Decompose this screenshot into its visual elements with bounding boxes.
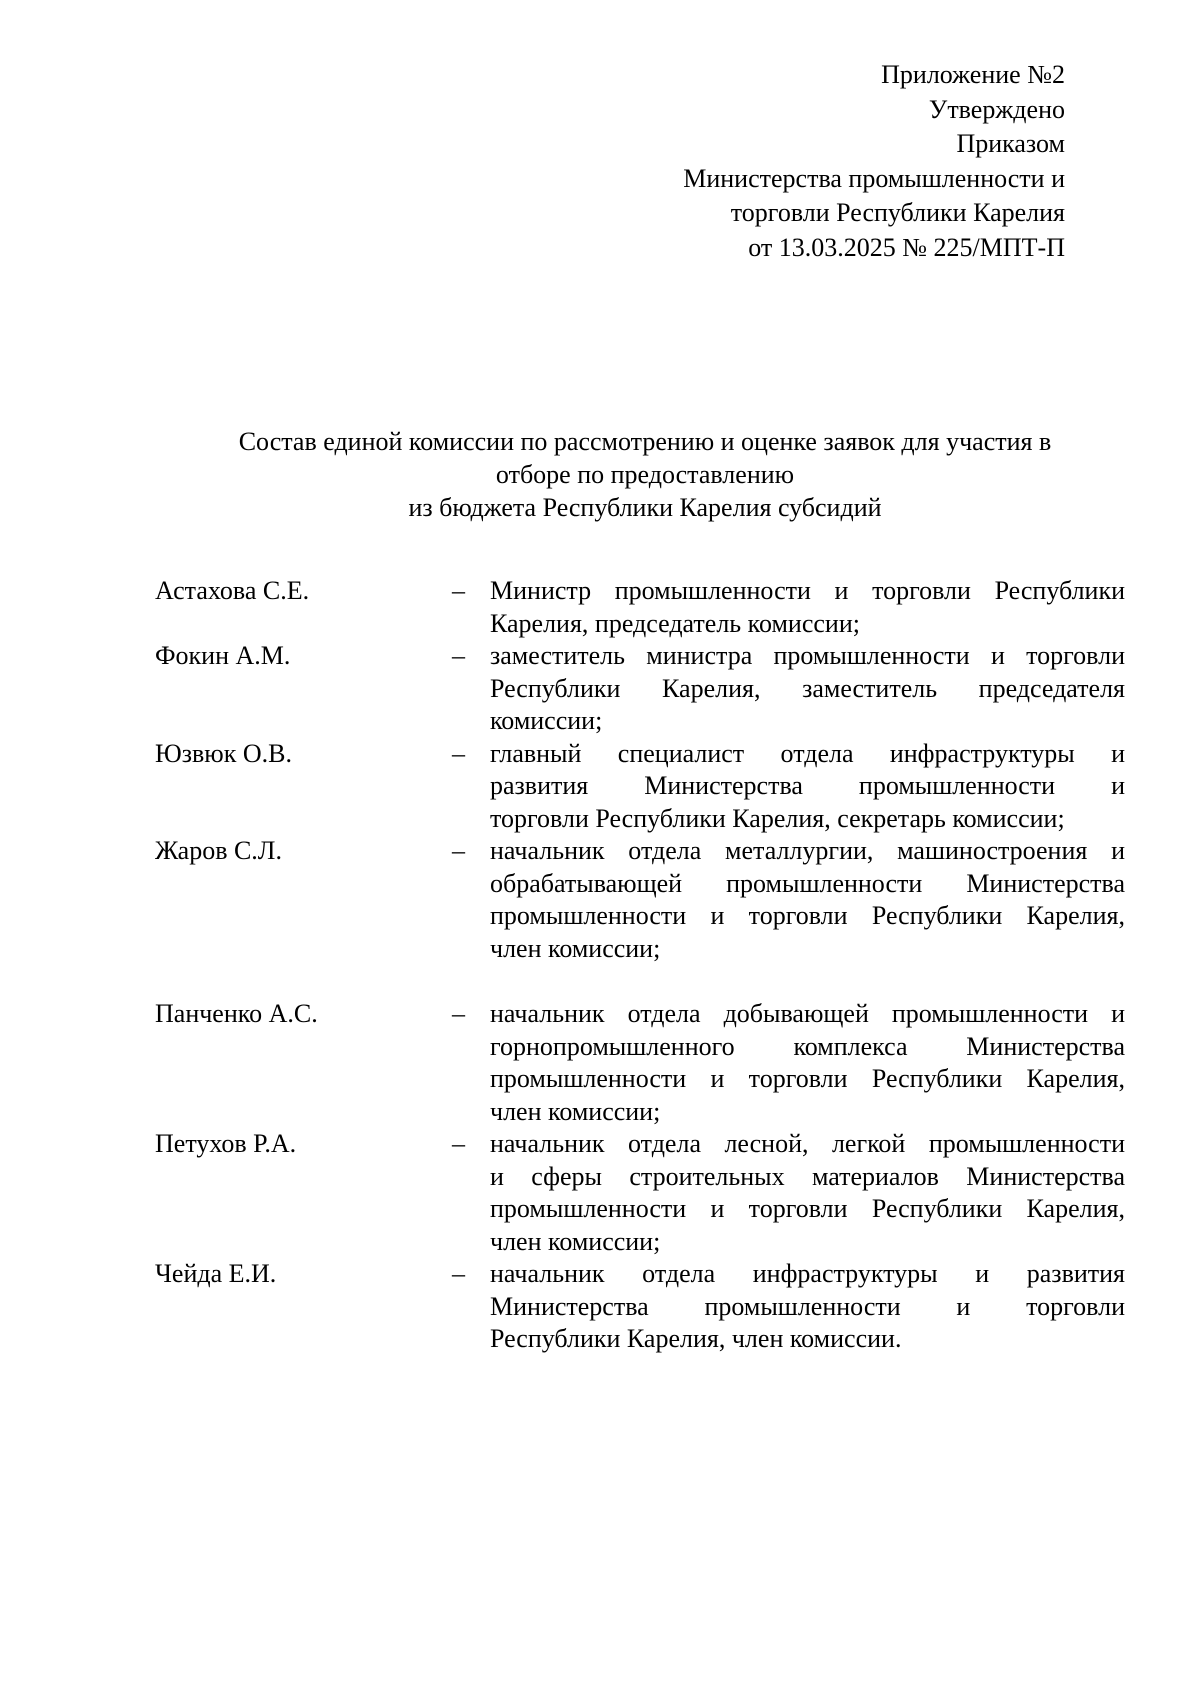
member-position	[490, 1258, 1125, 1356]
position-line: промышленности и торговли Республики Карелия,	[490, 1064, 1125, 1093]
member-dash: –	[452, 836, 465, 865]
ministry-line-1: Министерства промышленности и	[683, 163, 1065, 193]
title-line-1: Состав единой комиссии по рассмотрению и оценке заявок для участия в	[238, 427, 1052, 456]
position-line: член комиссии;	[490, 1226, 661, 1256]
position-line: Республики Карелия, член комиссии.	[490, 1324, 902, 1353]
member-position	[490, 1128, 1125, 1258]
member-row	[155, 738, 1125, 836]
member-position	[490, 575, 1125, 640]
member-name: Чейда Е.И.	[155, 1259, 277, 1288]
member-name: Астахова С.Е.	[155, 576, 310, 605]
member-row	[155, 640, 1125, 738]
position-line: член комиссии;	[490, 1096, 661, 1126]
position-line: заместитель министра промышленности и торговли	[490, 641, 1125, 670]
member-position	[490, 640, 1125, 738]
position-line: промышленности и торговли Республики Карелия,	[490, 901, 1125, 930]
document-title	[100, 425, 1190, 524]
member-row	[155, 998, 1125, 1128]
member-name: Панченко А.С.	[155, 999, 318, 1028]
member-position	[490, 738, 1125, 836]
member-position	[490, 835, 1125, 965]
position-line: Министерства промышленности и торговли	[490, 1291, 1125, 1321]
member-name: Фокин А.М.	[155, 641, 291, 670]
position-line: комиссии;	[490, 706, 603, 735]
member-dash: –	[452, 641, 465, 670]
position-line: начальник отдела инфраструктуры и развития	[490, 1259, 1125, 1288]
title-line-3: из бюджета Республики Карелия субсидий	[408, 493, 882, 522]
member-dash: –	[452, 999, 465, 1028]
member-name: Жаров С.Л.	[155, 836, 282, 865]
member-dash: –	[452, 1259, 465, 1288]
appendix-number: Приложение №2	[881, 60, 1065, 89]
member-row	[155, 1128, 1125, 1258]
order-date-number: от 13.03.2025 № 225/МПТ-П	[748, 232, 1065, 262]
position-line: торговли Республики Карелия, секретарь комиссии;	[490, 803, 1065, 833]
commission-members-list	[155, 575, 1125, 1356]
member-dash: –	[452, 738, 465, 768]
position-line: Республики Карелия, заместитель председателя	[490, 673, 1125, 703]
member-position	[490, 998, 1125, 1128]
position-line: промышленности и торговли Республики Карелия,	[490, 1194, 1125, 1223]
position-line: член комиссии;	[490, 933, 661, 963]
member-dash: –	[452, 576, 465, 605]
position-line: и сферы строительных материалов Министерства	[490, 1161, 1125, 1191]
position-line: обрабатывающей промышленности Министерства	[490, 868, 1125, 898]
approval-block	[683, 58, 1065, 265]
position-line: горнопромышленного комплекса Министерства	[490, 1031, 1125, 1061]
member-row	[155, 575, 1125, 640]
position-line: Карелия, председатель комиссии;	[490, 608, 860, 638]
position-line: Министр промышленности и торговли Республики	[490, 576, 1125, 605]
position-line: развития Министерства промышленности и	[490, 771, 1125, 800]
position-line: начальник отдела добывающей промышленности и	[490, 999, 1125, 1028]
member-dash: –	[452, 1129, 465, 1158]
member-name: Юзвюк О.В.	[155, 738, 292, 768]
title-line-2: отборе по предоставлению	[495, 460, 795, 489]
order-label: Приказом	[956, 129, 1065, 158]
position-line: начальник отдела металлургии, машиностроения и	[490, 836, 1125, 865]
member-row	[155, 835, 1125, 965]
approved-label: Утверждено	[928, 94, 1065, 124]
ministry-line-2: торговли Республики Карелия	[730, 198, 1065, 227]
member-row	[155, 1258, 1125, 1356]
member-name: Петухов Р.А.	[155, 1129, 297, 1158]
position-line: главный специалист отдела инфраструктуры и	[490, 738, 1125, 768]
position-line: начальник отдела лесной, легкой промышленности	[490, 1129, 1125, 1158]
